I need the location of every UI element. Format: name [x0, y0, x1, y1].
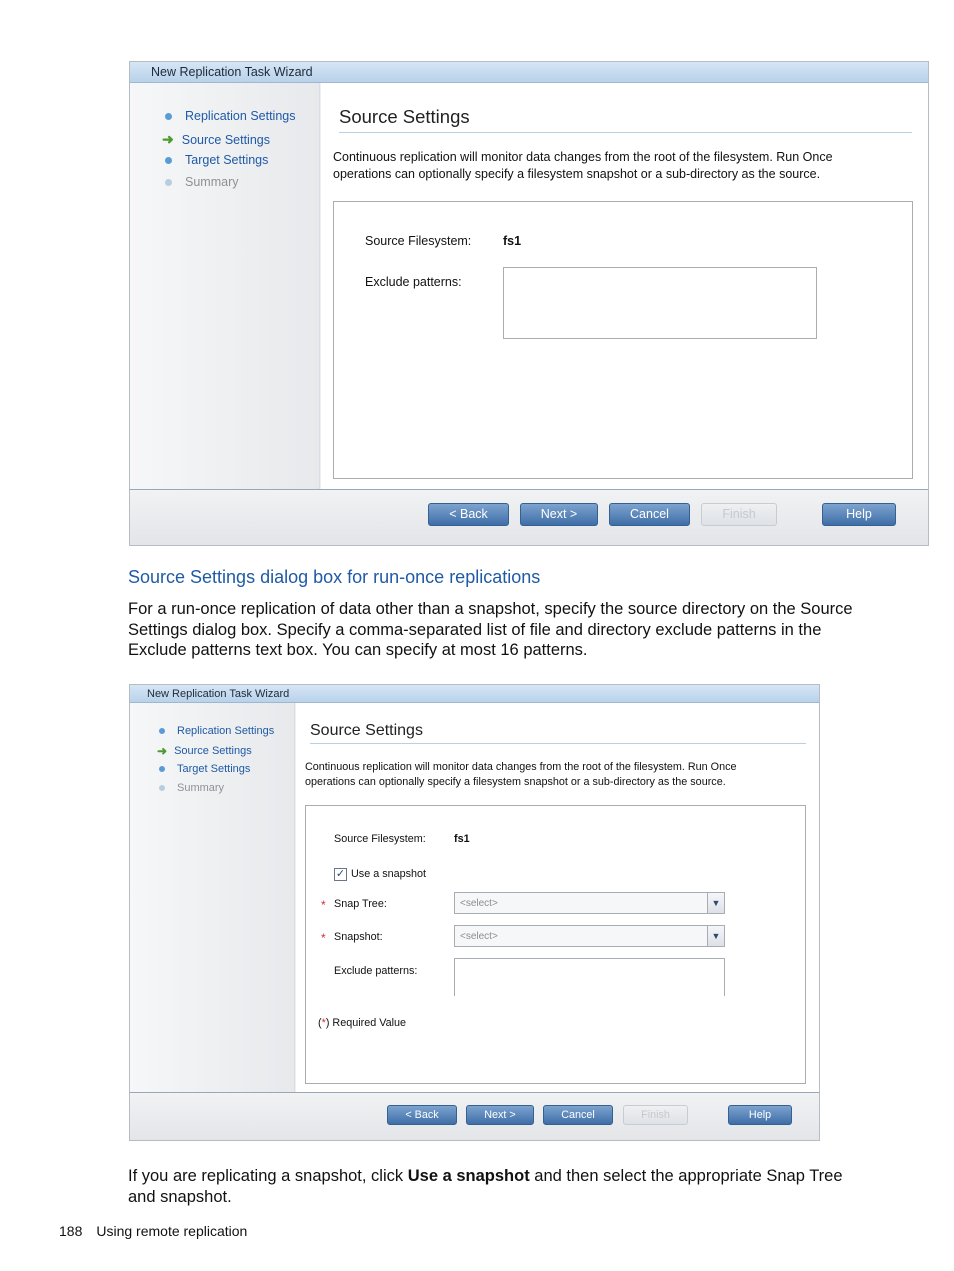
snapshot-label: Snapshot: — [334, 931, 383, 943]
help-button[interactable]: Help — [728, 1105, 792, 1125]
nav-label: Source Settings — [181, 132, 270, 147]
bullet-icon — [165, 179, 172, 186]
bullet-icon — [165, 157, 172, 164]
required-marker: * — [321, 898, 326, 912]
snap-tree-label: Snap Tree: — [334, 898, 387, 910]
nav-label: Target Settings — [185, 153, 269, 167]
source-filesystem-value: fs1 — [503, 234, 522, 248]
source-filesystem-label: Source Filesystem: — [365, 234, 472, 248]
snap-tree-select[interactable] — [454, 892, 725, 914]
dialog-titlebar — [130, 685, 819, 703]
description: Continuous replication will monitor data changes from the root of the filesystem. Run Once operations can optionally specify a filesystem snapshot or a sub-directory as the source. — [305, 761, 737, 788]
wizard-sidebar — [130, 703, 295, 1093]
back-button[interactable]: < Back — [387, 1105, 457, 1125]
nav-item-source-settings[interactable] — [162, 131, 270, 148]
nav-label: Summary — [185, 175, 239, 189]
use-snapshot-checkbox[interactable]: ✓ — [335, 868, 346, 880]
exclude-patterns-input[interactable] — [503, 267, 817, 339]
nav-item-target-settings[interactable] — [165, 153, 268, 167]
page-number: 188 — [59, 1223, 83, 1239]
section-title: Source Settings — [339, 106, 912, 133]
form-box — [333, 201, 913, 479]
finish-button: Finish — [701, 503, 777, 526]
snapshot-select[interactable] — [454, 925, 725, 947]
footer-section-title: Using remote replication — [96, 1223, 248, 1239]
body-paragraph: For a run-once replication of data other than a snapshot, specify the source directory on the Source Settings dialog box. Specify a comma-separated list of file and directory exclude patterns in the Exclude patterns text box. You can specify at most 16 patterns. — [128, 600, 853, 659]
finish-button: Finish — [623, 1105, 688, 1125]
nav-item-replication-settings[interactable] — [159, 725, 274, 737]
dialog-title: New Replication Task Wizard — [151, 65, 313, 79]
required-star: * — [321, 1017, 326, 1029]
description: Continuous replication will monitor data changes from the root of the filesystem. Run Once operations can optionally specify a filesystem snapshot or a sub-directory as the source. — [333, 150, 833, 181]
cancel-button[interactable]: Cancel — [543, 1105, 613, 1125]
bullet-icon — [159, 728, 165, 734]
required-value-note: (*) Required Value — [318, 1017, 407, 1029]
help-button[interactable]: Help — [822, 503, 896, 526]
emphasis-use-snapshot: Use a snapshot — [407, 1167, 530, 1185]
exclude-patterns-input[interactable] — [454, 958, 725, 996]
nav-item-summary — [165, 175, 238, 189]
nav-label: Source Settings — [174, 745, 252, 757]
nav-item-summary — [159, 782, 224, 794]
nav-item-target-settings[interactable] — [159, 763, 250, 775]
bullet-icon — [159, 766, 165, 772]
page-footer — [59, 1223, 247, 1239]
bullet-icon — [159, 785, 165, 791]
nav-label: Replication Settings — [177, 725, 275, 737]
wizard-sidebar — [130, 83, 320, 491]
source-filesystem-label: Source Filesystem: — [334, 833, 426, 845]
next-button[interactable]: Next > — [466, 1105, 534, 1125]
bullet-icon — [165, 113, 172, 120]
wizard-content — [296, 703, 820, 1093]
form-box — [305, 805, 806, 1084]
current-step-arrow-icon: ➜ — [157, 744, 168, 758]
wizard-footer — [130, 1092, 819, 1140]
chevron-down-icon[interactable]: ▼ — [707, 893, 724, 913]
snap-tree-value: <select> — [460, 898, 498, 909]
section-heading: Source Settings dialog box for run-once replications — [128, 567, 541, 587]
wizard-content — [321, 83, 929, 491]
required-marker: * — [321, 931, 326, 945]
chevron-down-icon[interactable]: ▼ — [707, 926, 724, 946]
wizard-dialog-1 — [129, 61, 929, 546]
exclude-patterns-label: Exclude patterns: — [365, 275, 462, 289]
back-button[interactable]: < Back — [428, 503, 509, 526]
nav-item-source-settings[interactable] — [157, 744, 252, 758]
wizard-footer — [130, 489, 928, 545]
nav-label: Target Settings — [177, 763, 251, 775]
use-snapshot-label: Use a snapshot — [351, 868, 427, 880]
source-filesystem-value: fs1 — [454, 833, 470, 845]
dialog-title: New Replication Task Wizard — [147, 688, 290, 700]
section-title: Source Settings — [310, 722, 806, 744]
dialog-titlebar — [130, 62, 928, 83]
closing-paragraph: If you are replicating a snapshot, click Use a snapshot and then select the appropriate Snap Tree and snapshot. — [128, 1167, 843, 1206]
current-step-arrow-icon: ➜ — [162, 131, 174, 147]
snapshot-value: <select> — [460, 931, 498, 942]
nav-label: Replication Settings — [185, 109, 296, 123]
nav-label: Summary — [177, 782, 225, 794]
cancel-button[interactable]: Cancel — [609, 503, 690, 526]
nav-item-replication-settings[interactable] — [165, 109, 295, 123]
wizard-dialog-2 — [129, 684, 820, 1141]
next-button[interactable]: Next > — [520, 503, 598, 526]
exclude-patterns-label: Exclude patterns: — [334, 965, 418, 977]
